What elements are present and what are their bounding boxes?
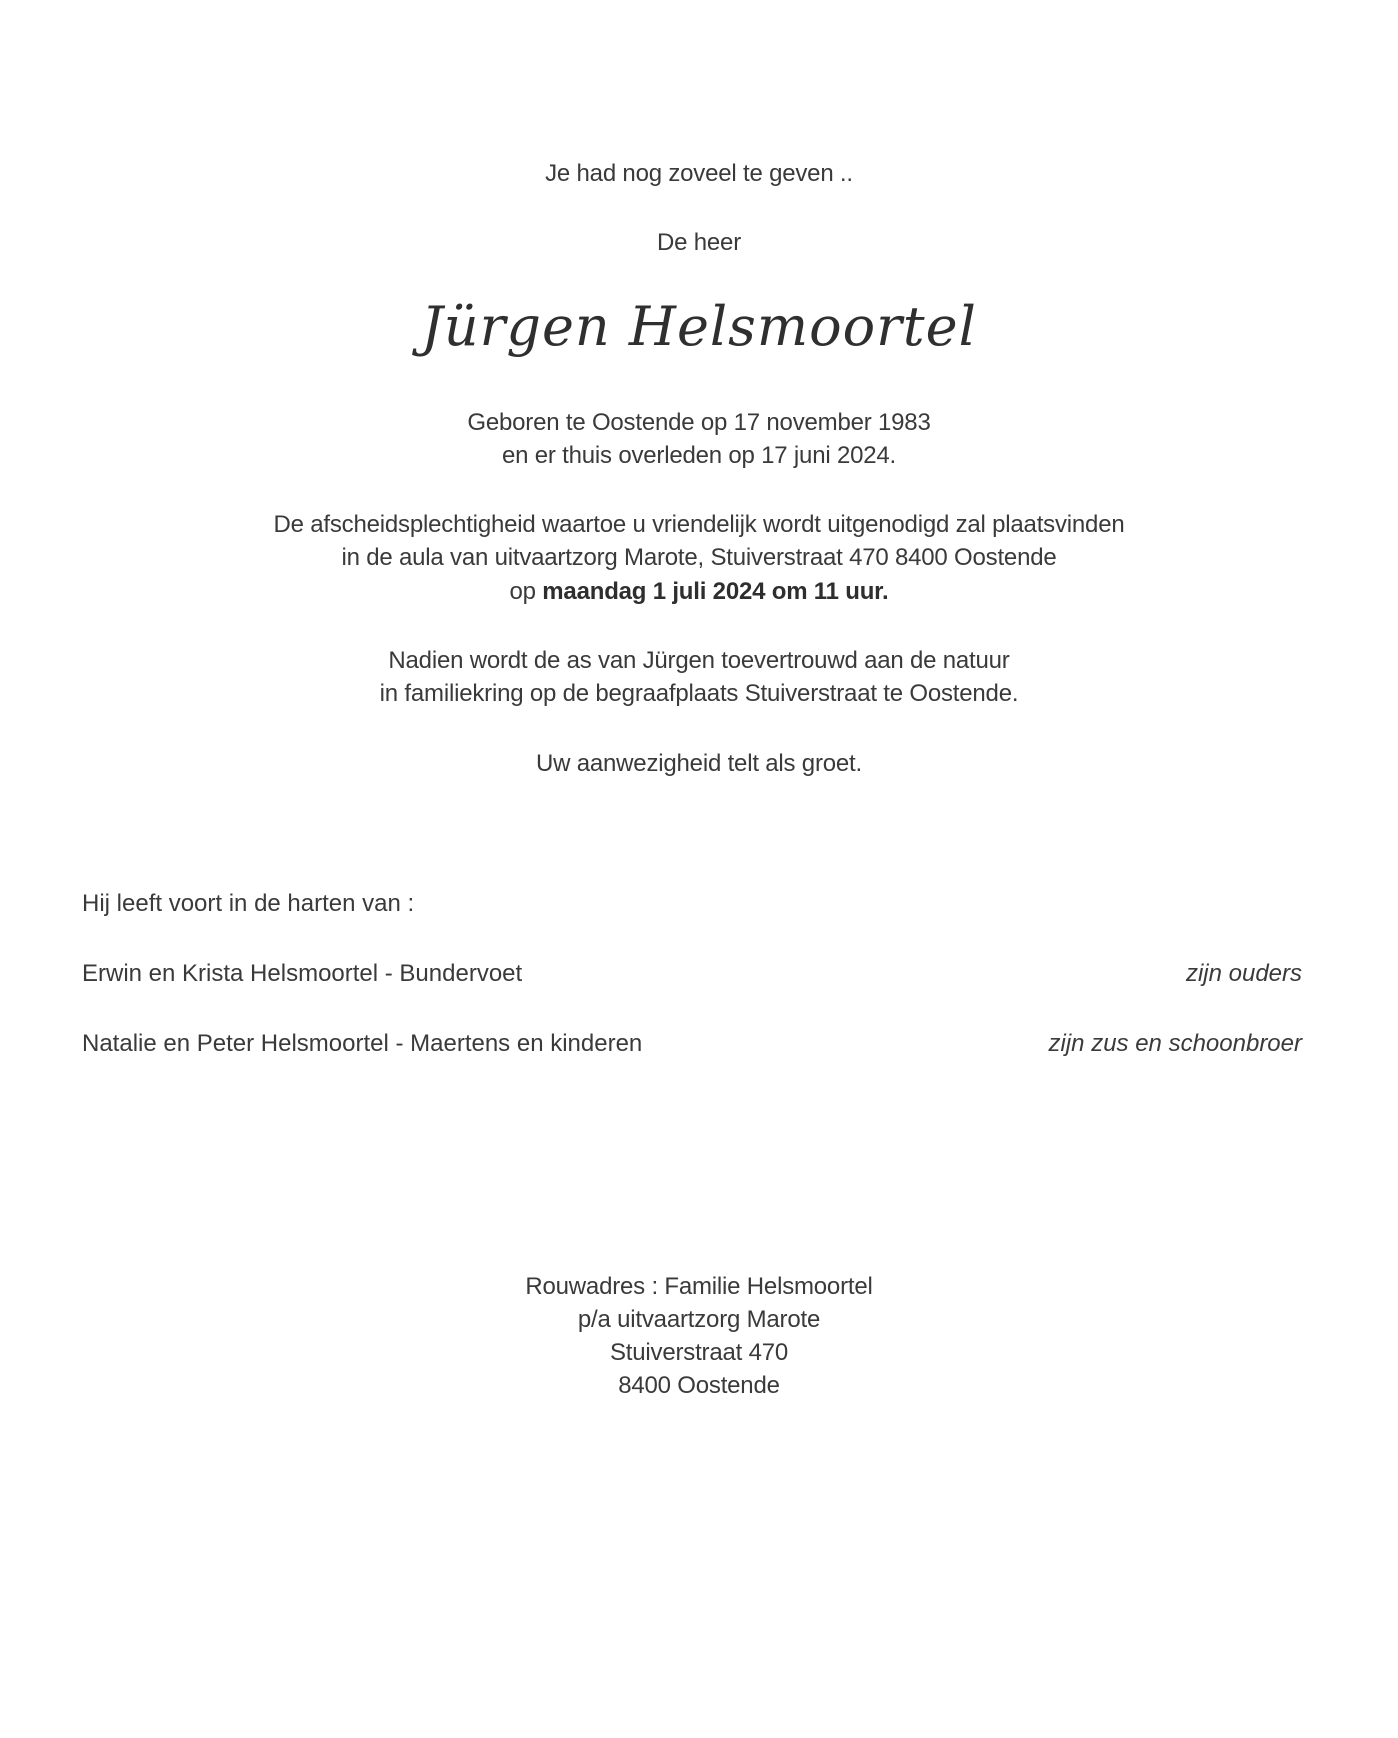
survivors-heading: Hij leeft voort in de harten van : [82, 890, 415, 917]
address-line-1: Rouwadres : Familie Helsmoortel [525, 1273, 873, 1300]
survivor-names: Erwin en Krista Helsmoortel - Bundervoet [82, 960, 523, 987]
ceremony-line-3 [0, 575, 1398, 608]
closing-line: Uw aanwezigheid telt als groet. [536, 750, 862, 777]
ceremony-prefix: op [509, 578, 536, 605]
address-line-3: Stuiverstraat 470 [609, 1339, 789, 1366]
ceremony-datetime: maandag 1 juli 2024 om 11 uur. [542, 578, 889, 605]
birth-line-2: en er thuis overleden op 17 juni 2024. [501, 442, 897, 469]
survivor-relation: zijn zus en schoonbroer [1048, 1030, 1302, 1057]
address-line-2: p/a uitvaartzorg Marote [577, 1306, 821, 1333]
survivor-names: Natalie en Peter Helsmoortel - Maertens en kinderen [82, 1030, 643, 1057]
address-line-4: 8400 Oostende [618, 1372, 780, 1399]
ceremony-line-2: in de aula van uitvaartzorg Marote, Stuiverstraat 470 8400 Oostende [341, 544, 1057, 571]
survivor-relation: zijn ouders [1185, 960, 1302, 987]
deceased-name: Jürgen Helsmoortel [421, 295, 977, 358]
ceremony-line-1: De afscheidsplechtigheid waartoe u vriendelijk wordt uitgenodigd zal plaatsvinden [273, 511, 1125, 538]
birth-line-1: Geboren te Oostende op 17 november 1983 [467, 409, 931, 436]
ashes-line-2: in familiekring op de begraafplaats Stuiverstraat te Oostende. [379, 680, 1019, 707]
ashes-line-1: Nadien wordt de as van Jürgen toevertrouwd aan de natuur [388, 647, 1010, 674]
salutation: De heer [657, 229, 741, 256]
intro-line: Je had nog zoveel te geven .. [545, 160, 853, 187]
